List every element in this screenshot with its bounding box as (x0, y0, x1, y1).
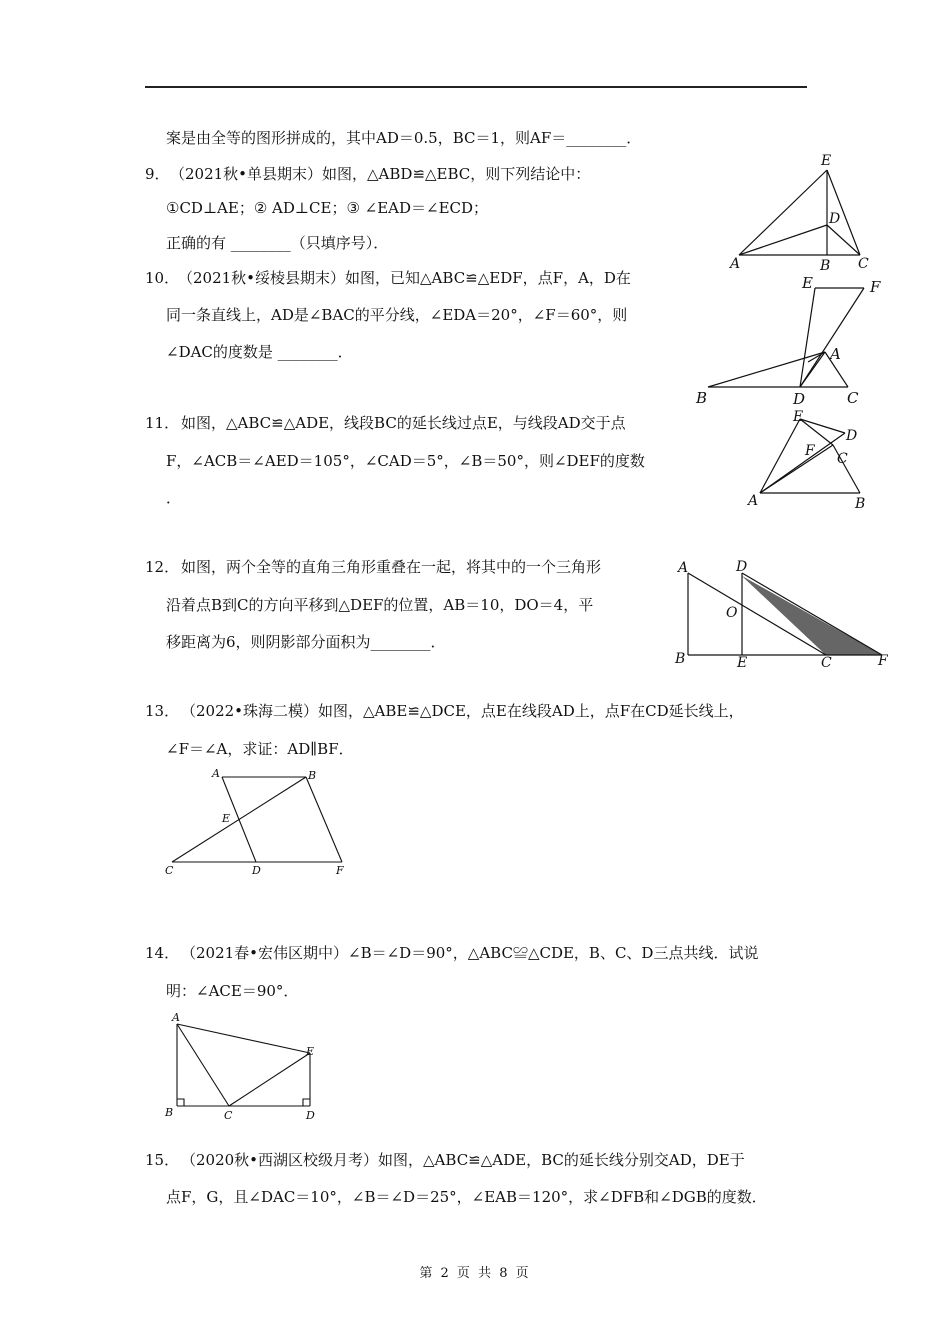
q12-figure (670, 555, 895, 670)
q10-line-1: （2021秋•绥棱县期末）如图，已知△ABC≌△EDF，点F，A，D在 (178, 269, 631, 287)
q14-figure (160, 1008, 330, 1128)
q10-line-3: ∠DAC的度数是 ________． (166, 343, 353, 361)
q12-line-2: 沿着点B到C的方向平移到△DEF的位置，AB＝10，DO＝4，平 (166, 596, 594, 614)
q15-number: 15． (145, 1151, 180, 1169)
q13-label-b: B (308, 769, 317, 782)
page-footer: 第 2 页 共 8 页 (419, 1266, 531, 1281)
q14-label-a: A (172, 1011, 180, 1024)
q10-label-b: B (696, 389, 708, 407)
q10-label-d: D (793, 390, 806, 408)
q12-line-3: 移距离为6，则阴影部分面积为________． (166, 633, 446, 651)
q9-line-1: （2021秋•单县期末）如图，△ABD≌△EBC，则下列结论中： (170, 165, 591, 183)
q9-label-c: C (858, 256, 869, 272)
q10-number: 10． (145, 269, 180, 287)
q9-label-b: B (820, 258, 831, 274)
q9-label-e: E (821, 153, 832, 169)
q11-line-3: ． (166, 489, 182, 507)
q10-figure (690, 270, 890, 410)
q8-tail: 案是由全等的图形拼成的，其中AD＝0.5，BC＝1，则AF＝________． (166, 129, 642, 147)
q13-label-e: E (222, 812, 231, 825)
q9-figure (725, 150, 875, 275)
q11-line-2: F，∠ACB＝∠AED＝105°，∠CAD＝5°，∠B＝50°，则∠DEF的度数 (166, 452, 645, 470)
q12-label-e: E (737, 655, 748, 671)
q11-label-a: A (748, 493, 759, 509)
q9-line-3: 正确的有 ________（只填序号）． (166, 234, 389, 252)
q13-line-2: ∠F＝∠A，求证：AD∥BF． (166, 740, 354, 758)
q12-line-1: 如图，两个全等的直角三角形重叠在一起，将其中的一个三角形 (181, 558, 602, 576)
q9-line-2: ①CD⊥AE；② AD⊥CE；③ ∠EAD＝∠ECD； (166, 199, 489, 217)
q15-line-2: 点F，G，且∠DAC＝10°，∠B＝∠D＝25°，∠EAB＝120°，求∠DFB和∠DGB的度数． (166, 1188, 767, 1206)
q12-label-d: D (736, 559, 748, 575)
q11-number: 11． (145, 414, 180, 432)
q12-number: 12． (145, 558, 180, 576)
q13-label-f: F (336, 864, 344, 877)
q13-figure (160, 765, 360, 880)
q11-label-d: D (846, 428, 858, 444)
q11-figure (745, 405, 875, 515)
q14-label-b: B (165, 1106, 174, 1119)
q11-label-e: E (793, 409, 804, 425)
q13-line-1: （2022•珠海二模）如图，△ABE≌△DCE，点E在线段AD上，点F在CD延长线上， (181, 702, 744, 720)
q13-label-d: D (252, 864, 261, 877)
q9-number: 9． (145, 165, 170, 183)
q11-label-b: B (855, 496, 866, 512)
q10-line-2: 同一条直线上，AD是∠BAC的平分线，∠EDA＝20°，∠F＝60°，则 (166, 306, 628, 324)
q14-line-2: 明：∠ACE＝90°． (166, 982, 299, 1000)
header-rule (145, 86, 807, 88)
q12-label-a: A (678, 560, 689, 576)
q12-label-b: B (675, 651, 686, 667)
q12-label-o: O (726, 605, 738, 621)
q14-label-e: E (306, 1045, 315, 1058)
q13-label-a: A (212, 767, 220, 780)
q9-label-d: D (829, 211, 841, 227)
q15-line-1: （2020秋•西湖区校级月考）如图，△ABC≌△ADE，BC的延长线分别交AD，DE于 (181, 1151, 745, 1169)
q9-label-a: A (730, 256, 741, 272)
q11-label-c: C (837, 451, 848, 467)
q10-label-a: A (830, 345, 841, 363)
q13-label-c: C (165, 864, 174, 877)
q14-line-1: （2021春•宏伟区期中）∠B＝∠D＝90°，△ABC≌△CDE，B、C、D三点共线．试说 (181, 944, 759, 962)
q10-label-c: C (847, 389, 859, 407)
q12-label-f: F (878, 653, 888, 669)
q10-label-e: E (802, 274, 813, 292)
q11-line-1: 如图，△ABC≌△ADE，线段BC的延长线过点E，与线段AD交于点 (181, 414, 626, 432)
q14-label-d: D (306, 1109, 315, 1122)
q12-label-c: C (821, 655, 832, 671)
q14-number: 14． (145, 944, 180, 962)
q10-label-f: F (870, 278, 881, 296)
q11-label-f: F (805, 443, 815, 459)
q13-number: 13． (145, 702, 180, 720)
q14-label-c: C (224, 1109, 233, 1122)
